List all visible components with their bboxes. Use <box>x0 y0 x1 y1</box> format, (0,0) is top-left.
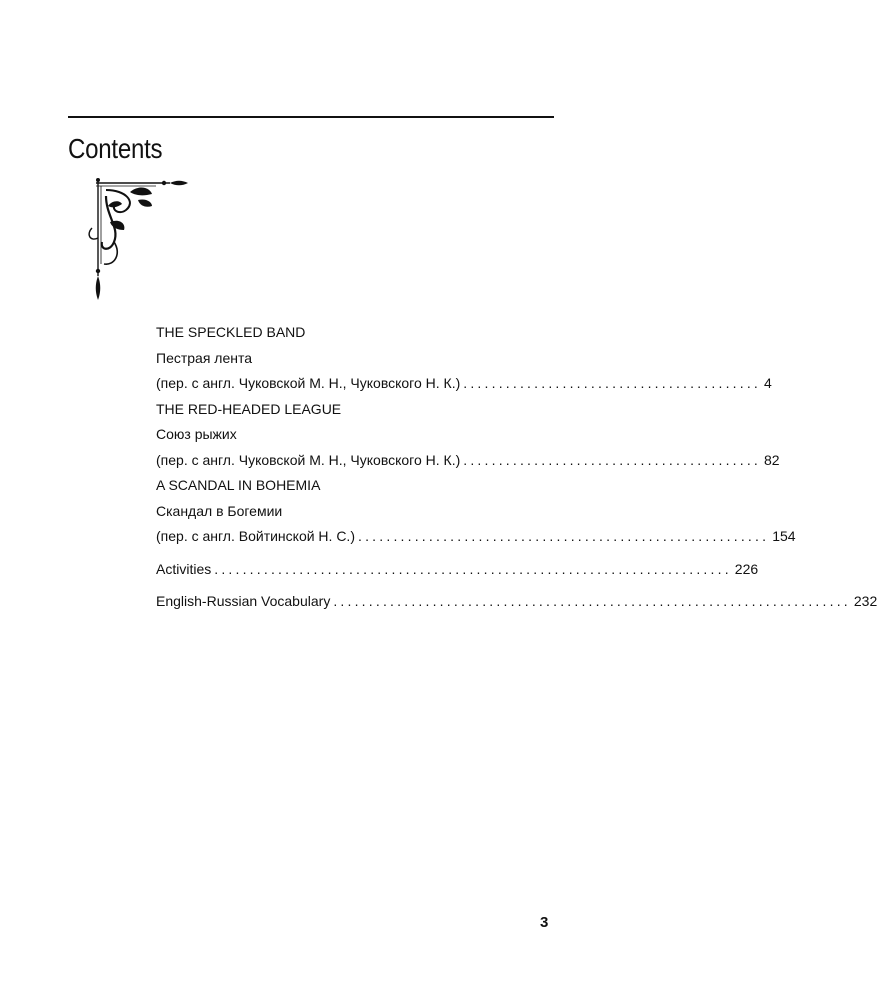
toc-entry-label: English-Russian Vocabulary <box>156 593 331 609</box>
dot-leader: .......................................... <box>463 451 762 468</box>
toc-page-number: 154 <box>772 528 796 544</box>
dot-leader: .......................................... <box>463 375 762 391</box>
toc-entry-credit[interactable] <box>156 524 796 550</box>
toc-entry-subtitle: Скандал в Богемии <box>156 502 283 519</box>
dot-leader: .......................................................... <box>358 528 770 544</box>
toc-credit-text: (пер. с англ. Войтинской Н. С.) <box>156 528 355 544</box>
toc-entry-vocabulary[interactable] <box>156 589 877 615</box>
toc-page-number: 232 <box>853 593 877 609</box>
toc-page-number: 226 <box>734 560 759 577</box>
toc-entry-subtitle: Пестрая лента <box>156 349 253 366</box>
header-rule <box>68 116 554 118</box>
toc-entry-credit[interactable] <box>156 448 780 474</box>
table-of-contents <box>156 320 877 615</box>
toc-entry-title[interactable]: THE RED-HEADED LEAGUE <box>156 400 342 417</box>
toc-entry-label: Activities <box>156 560 212 577</box>
toc-credit-text: (пер. с англ. Чуковской М. Н., Чуковского Н. К.) <box>156 375 461 391</box>
toc-entry-title[interactable]: A SCANDAL IN BOHEMIA <box>156 477 321 493</box>
toc-page-number: 82 <box>764 451 780 468</box>
dot-leader: ......................................................................... <box>214 560 732 577</box>
toc-entry-title[interactable]: THE SPECKLED BAND <box>156 324 306 340</box>
toc-credit-text: (пер. с англ. Чуковской М. Н., Чуковского Н. К.) <box>156 451 461 468</box>
toc-entry-credit[interactable] <box>156 371 772 397</box>
page-number: 3 <box>540 914 549 931</box>
page-title: Contents <box>68 133 163 164</box>
corner-flourish-icon <box>86 176 190 304</box>
dot-leader: ......................................................................... <box>333 593 851 609</box>
toc-entry-activities[interactable] <box>156 557 759 583</box>
toc-page-number: 4 <box>764 375 772 391</box>
toc-entry-subtitle: Союз рыжих <box>156 426 237 442</box>
